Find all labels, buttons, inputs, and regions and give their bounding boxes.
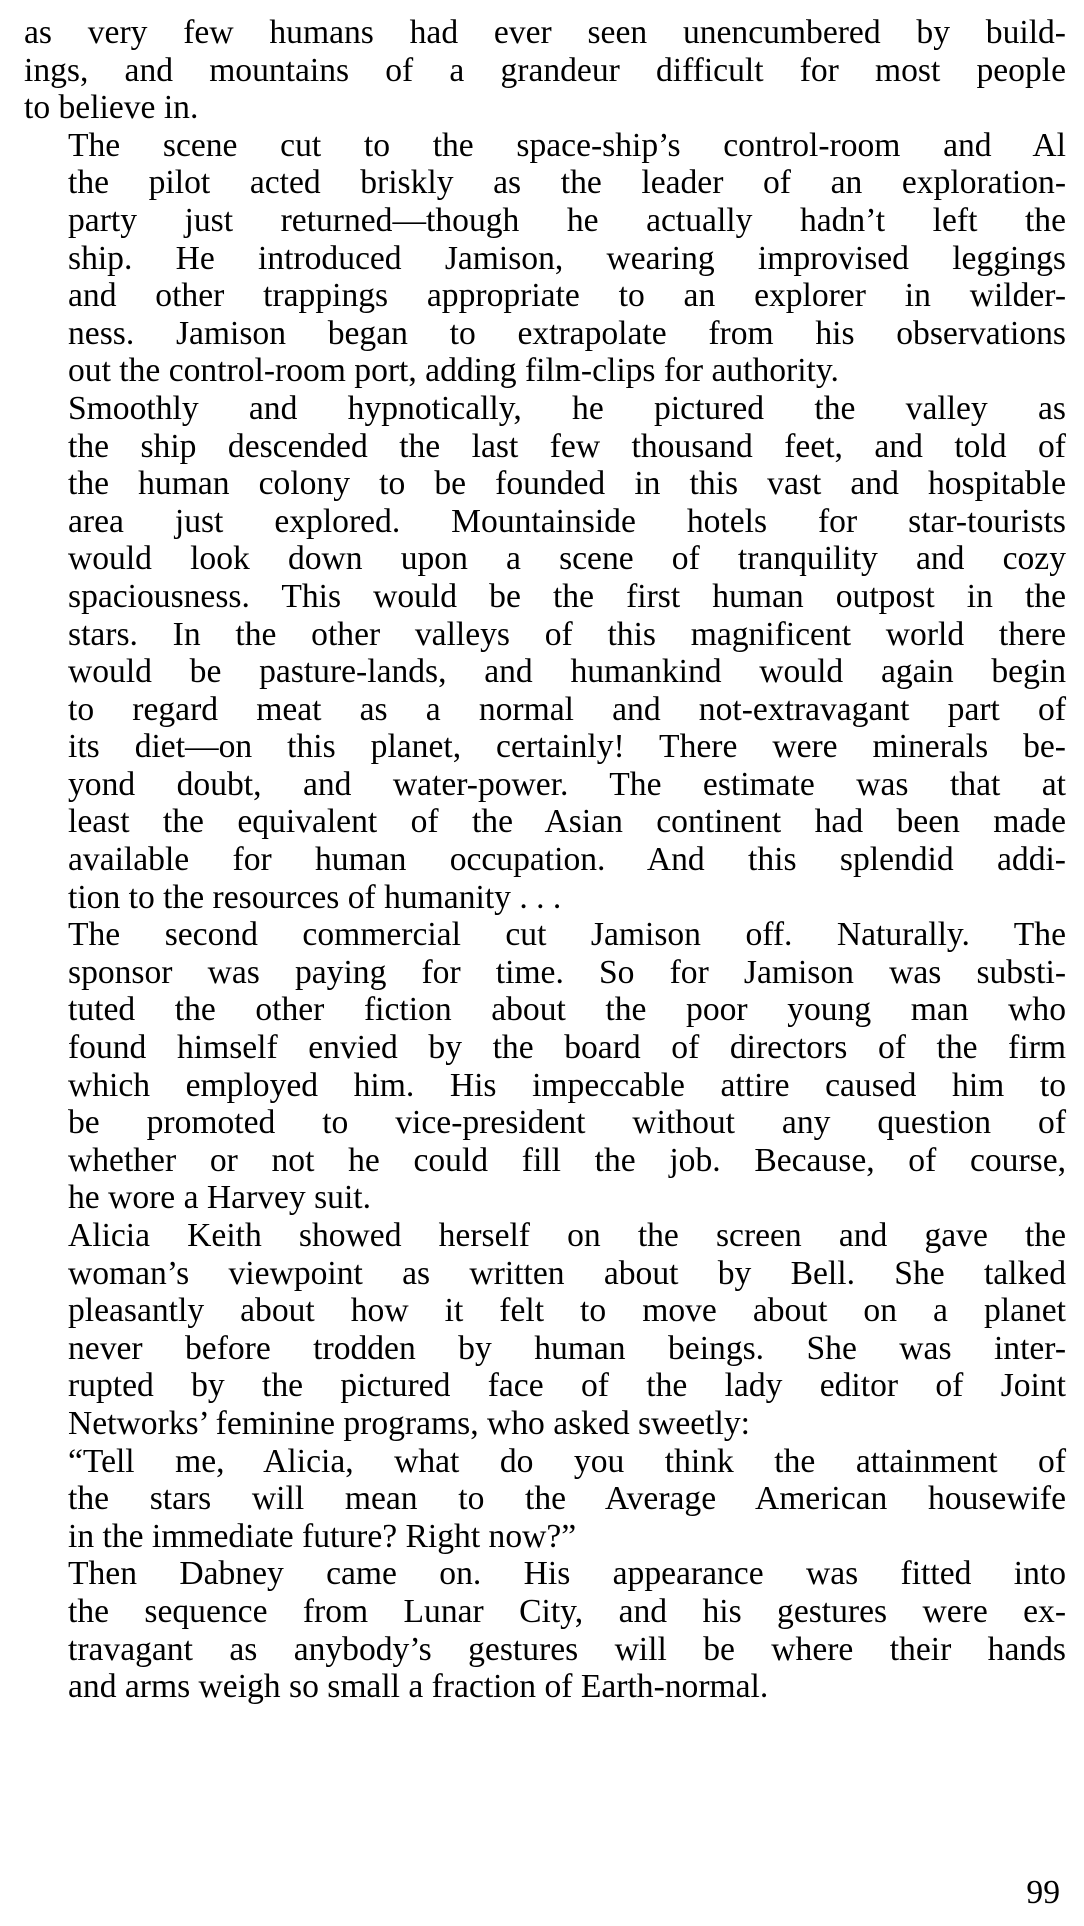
text-line: ness. Jamison began to extrapolate from his observations <box>68 314 1066 352</box>
text-line: ship. He introduced Jamison, wearing improvised leggings <box>68 239 1066 277</box>
text-line: as very few humans had ever seen unencumbered by build- <box>24 14 1066 51</box>
text-line: available for human occupation. And this splendid addi- <box>68 841 1066 879</box>
text-line: spaciousness. This would be the first human outpost in the <box>68 577 1066 615</box>
body-text <box>24 14 1066 1706</box>
page-number: 99 <box>1026 1874 1060 1911</box>
text-line: found himself envied by the board of directors of the firm <box>68 1029 1066 1067</box>
text-line: the ship descended the last few thousand feet, and told of <box>68 427 1066 465</box>
paragraph <box>24 916 1066 1217</box>
text-line: ings, and mountains of a grandeur difficult for most people <box>24 51 1066 89</box>
text-line: its diet—on this planet, certainly! There were minerals be- <box>68 728 1066 766</box>
book-page <box>24 14 1066 1914</box>
text-line: “Tell me, Alicia, what do you think the attainment of <box>68 1442 1066 1480</box>
text-line: rupted by the pictured face of the lady editor of Joint <box>68 1367 1066 1405</box>
text-line: the human colony to be founded in this vast and hospitable <box>68 465 1066 503</box>
text-line: tion to the resources of humanity . . . <box>68 878 562 916</box>
text-line: pleasantly about how it felt to move about on a planet <box>68 1292 1066 1330</box>
text-line: to regard meat as a normal and not-extravagant part of <box>68 690 1066 728</box>
paragraph <box>24 14 1066 127</box>
text-line: the pilot acted briskly as the leader of an exploration- <box>68 164 1066 202</box>
text-line: to believe in. <box>24 89 199 127</box>
text-line: area just explored. Mountainside hotels for star-tourists <box>68 502 1066 540</box>
text-line: The second commercial cut Jamison off. Naturally. The <box>68 916 1066 954</box>
text-line: Alicia Keith showed herself on the screen and gave the <box>68 1217 1066 1254</box>
text-line: would be pasture-lands, and humankind would again begin <box>68 653 1066 691</box>
text-line: which employed him. His impeccable attire caused him to <box>68 1066 1066 1104</box>
text-line: would look down upon a scene of tranquility and cozy <box>68 540 1066 578</box>
text-line: and arms weigh so small a fraction of Earth-normal. <box>68 1668 769 1706</box>
text-line: never before trodden by human beings. She was inter- <box>68 1329 1066 1367</box>
text-line: Then Dabney came on. His appearance was fitted into <box>68 1555 1066 1593</box>
text-line: sponsor was paying for time. So for Jamison was substi- <box>68 953 1066 991</box>
text-line: The scene cut to the space-ship’s control-room and Al <box>68 126 1066 164</box>
paragraph <box>24 1217 1066 1443</box>
paragraph <box>24 1555 1066 1705</box>
text-line: woman’s viewpoint as written about by Bell. She talked <box>68 1254 1066 1292</box>
text-line: the sequence from Lunar City, and his gestures were ex- <box>68 1592 1066 1630</box>
text-line: Smoothly and hypnotically, he pictured the valley as <box>68 389 1066 427</box>
paragraph <box>24 390 1066 916</box>
text-line: Networks’ feminine programs, who asked sweetly: <box>68 1404 750 1442</box>
text-line: the stars will mean to the Average American housewife <box>68 1480 1066 1518</box>
text-line: in the immediate future? Right now?” <box>68 1517 577 1555</box>
text-line: yond doubt, and water-power. The estimate was that at <box>68 765 1066 803</box>
text-line: travagant as anybody’s gestures will be where their hands <box>68 1630 1066 1668</box>
text-line: party just returned—though he actually hadn’t left the <box>68 201 1066 239</box>
text-line: he wore a Harvey suit. <box>68 1179 372 1217</box>
paragraph <box>24 1443 1066 1556</box>
text-line: out the control-room port, adding film-clips for authority. <box>68 352 839 390</box>
text-line: tuted the other fiction about the poor young man who <box>68 991 1066 1029</box>
text-line: and other trappings appropriate to an explorer in wilder- <box>68 277 1066 315</box>
text-line: whether or not he could fill the job. Because, of course, <box>68 1141 1066 1179</box>
text-line: be promoted to vice-president without any question of <box>68 1104 1066 1142</box>
text-line: stars. In the other valleys of this magnificent world there <box>68 615 1066 653</box>
paragraph <box>24 127 1066 390</box>
text-line: least the equivalent of the Asian continent had been made <box>68 803 1066 841</box>
